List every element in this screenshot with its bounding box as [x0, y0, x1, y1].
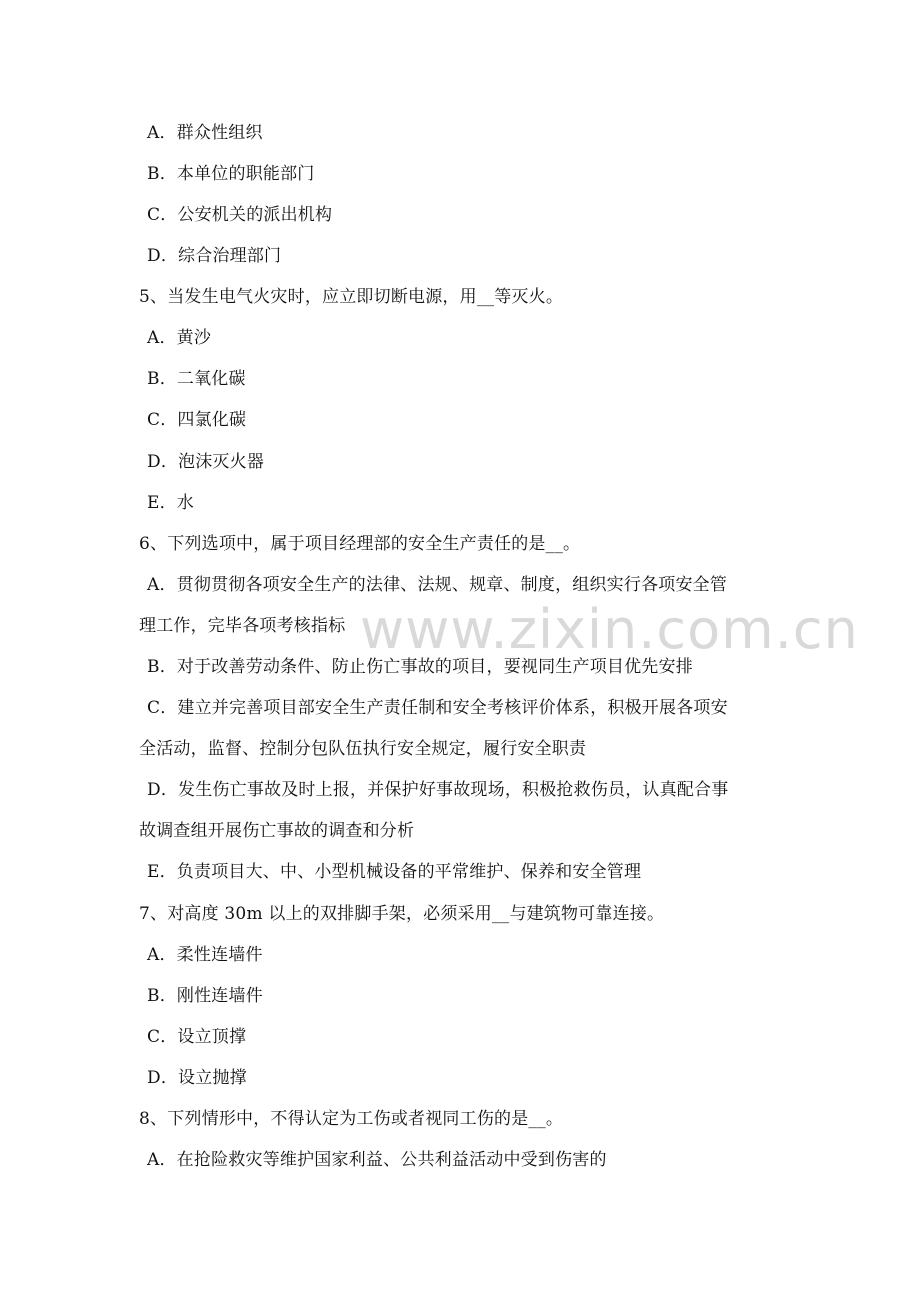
- watermark: www.zixin.com.cn: [360, 598, 859, 661]
- option-line-q5-opt-a: A．黄沙: [147, 328, 212, 348]
- question-line-q6-opt-d-2: 故调查组开展伤亡事故的调查和分析: [139, 821, 415, 841]
- option-line-q5-opt-b: B．二氧化碳: [147, 369, 246, 389]
- question-line-q8: 8、下列情形中，不得认定为工伤或者视同工伤的是__。: [139, 1109, 564, 1129]
- question-line-q6-opt-a-2: 理工作，完毕各项考核指标: [139, 616, 346, 636]
- option-line-q5-opt-e: E．水: [147, 493, 195, 513]
- option-line-q4-opt-d: D．综合治理部门: [147, 246, 282, 266]
- question-line-q6-opt-c-2: 全活动，监督、控制分包队伍执行安全规定，履行安全职责: [139, 739, 587, 759]
- option-line-q7-opt-d: D．设立抛撑: [147, 1068, 247, 1088]
- option-line-q7-opt-a: A．柔性连墙件: [147, 945, 263, 965]
- question-line-q6: 6、下列选项中，属于项目经理部的安全生产责任的是__。: [139, 534, 581, 554]
- option-line-q6-opt-c-1: C．建立并完善项目部安全生产责任制和安全考核评价体系，积极开展各项安: [147, 698, 728, 718]
- option-line-q6-opt-a-1: A．贯彻贯彻各项安全生产的法律、法规、规章、制度，组织实行各项安全管: [147, 575, 728, 595]
- option-line-q6-opt-e: E．负责项目大、中、小型机械设备的平常维护、保养和安全管理: [147, 862, 642, 882]
- option-line-q7-opt-c: C．设立顶撑: [147, 1027, 247, 1047]
- option-line-q8-opt-a: A．在抢险救灾等维护国家利益、公共利益活动中受到伤害的: [147, 1150, 607, 1170]
- option-line-q5-opt-d: D．泡沫灭火器: [147, 452, 265, 472]
- option-line-q4-opt-a: A．群众性组织: [147, 123, 263, 143]
- option-line-q4-opt-c: C．公安机关的派出机构: [147, 205, 333, 225]
- question-line-q5: 5、当发生电气火灾时，应立即切断电源，用__等灭火。: [139, 287, 564, 307]
- option-line-q7-opt-b: B．刚性连墙件: [147, 986, 263, 1006]
- option-line-q5-opt-c: C．四氯化碳: [147, 410, 247, 430]
- option-line-q4-opt-b: B．本单位的职能部门: [147, 164, 315, 184]
- question-line-q7: 7、对高度 30m 以上的双排脚手架，必须采用__与建筑物可靠连接。: [139, 904, 665, 924]
- option-line-q6-opt-d-1: D．发生伤亡事故及时上报，并保护好事故现场，积极抢救伤员，认真配合事: [147, 780, 729, 800]
- option-line-q6-opt-b: B．对于改善劳动条件、防止伤亡事故的项目，要视同生产项目优先安排: [147, 657, 693, 677]
